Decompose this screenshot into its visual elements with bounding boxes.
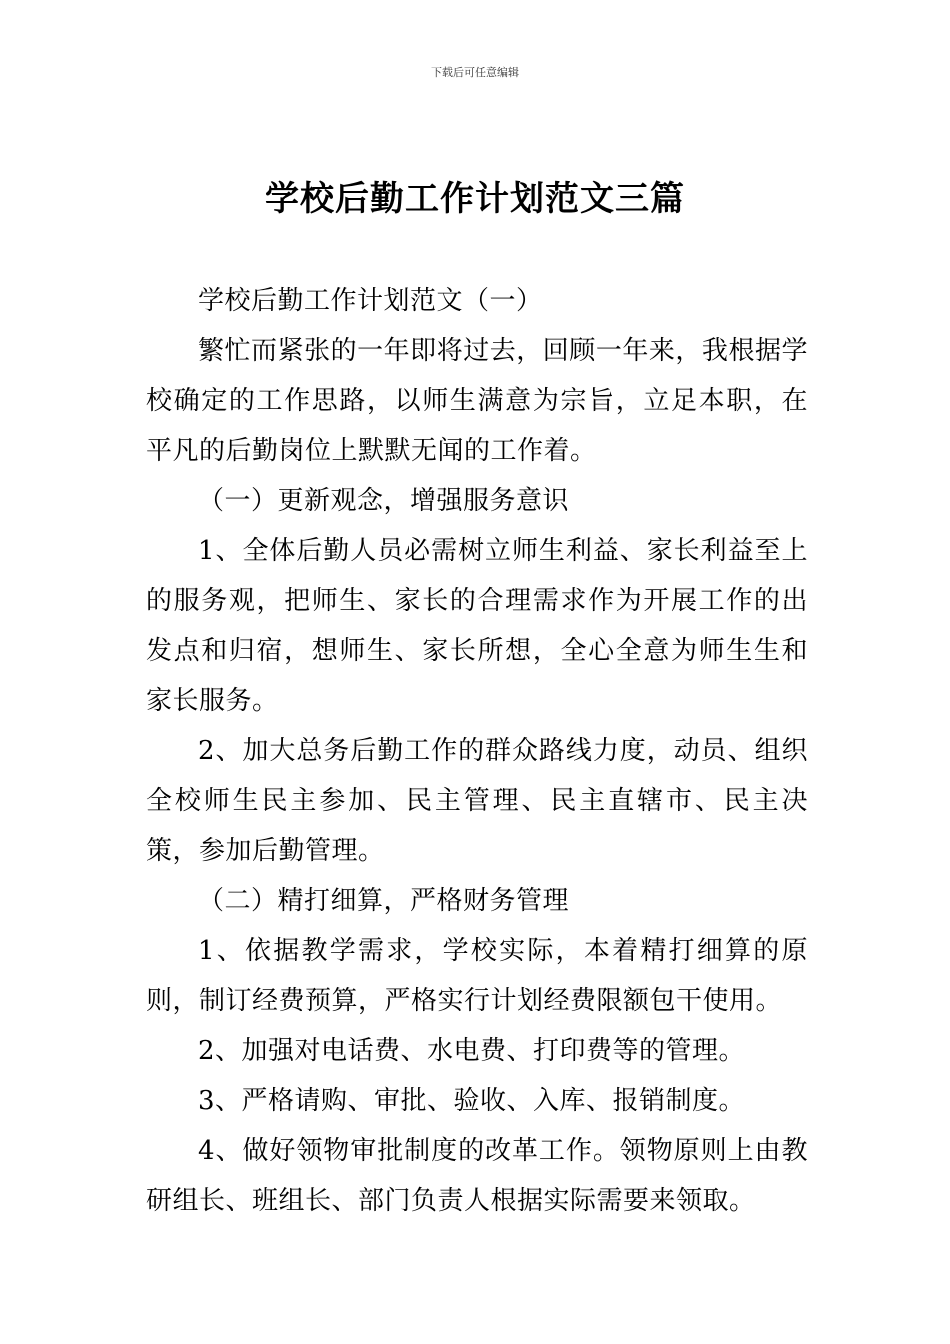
paragraph: 1、依据教学需求，学校实际，本着精打细算的原则，制订经费预算，严格实行计划经费限额包干使用。 [146,936,808,1016]
paragraph: 3、严格请购、审批、验收、入库、报销制度。 [198,1086,746,1116]
paragraph: 2、加强对电话费、水电费、打印费等的管理。 [198,1036,746,1066]
document-title: 学校后勤工作计划范文三篇 [265,179,685,219]
paragraph: 4、做好领物审批制度的改革工作。领物原则上由教研组长、班组长、部门负责人根据实际需要来领取。 [146,1136,808,1216]
paragraph: 1、全体后勤人员必需树立师生利益、家长利益至上的服务观，把师生、家长的合理需求作为开展工作的出发点和归宿，想师生、家长所想，全心全意为师生生和家长服务。 [146,536,808,716]
paragraph: 繁忙而紧张的一年即将过去，回顾一年来，我根据学校确定的工作思路，以师生满意为宗旨，立足本职，在平凡的后勤岗位上默默无闻的工作着。 [146,336,808,466]
subsection-heading: （一）更新观念，增强服务意识 [198,486,570,516]
subsection-heading: （二）精打细算，严格财务管理 [198,886,570,916]
document-body [146,276,808,1226]
header-note: 下载后可任意编辑 [431,66,519,79]
section-heading: 学校后勤工作计划范文（一） [198,286,543,316]
paragraph: 2、加大总务后勤工作的群众路线力度，动员、组织全校师生民主参加、民主管理、民主直辖市、民主决策，参加后勤管理。 [146,736,808,866]
